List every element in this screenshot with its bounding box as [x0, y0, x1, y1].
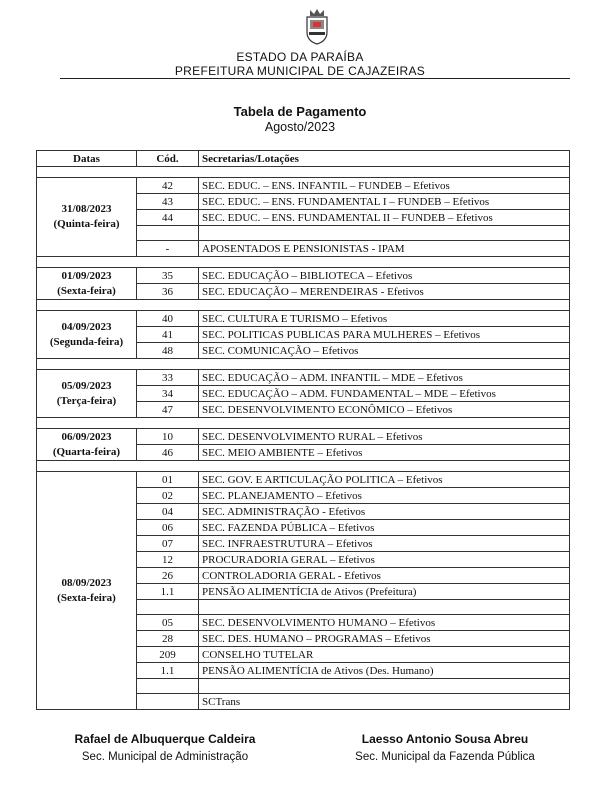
code-cell: 26	[137, 568, 199, 584]
department-cell	[199, 600, 570, 615]
department-cell: SCTrans	[199, 694, 570, 710]
header-divider	[60, 78, 570, 79]
group-separator	[37, 461, 570, 472]
department-cell: SEC. FAZENDA PÚBLICA – Efetivos	[199, 520, 570, 536]
code-cell	[137, 226, 199, 241]
department-cell: SEC. EDUC. – ENS. FUNDAMENTAL I – FUNDEB – Efetivos	[199, 194, 570, 210]
code-cell	[137, 679, 199, 694]
department-cell: SEC. EDUC. – ENS. FUNDAMENTAL II – FUNDEB – Efetivos	[199, 210, 570, 226]
coat-of-arms-icon	[302, 8, 332, 46]
department-cell: SEC. DESENVOLVIMENTO RURAL – Efetivos	[199, 429, 570, 445]
separator-cell	[37, 167, 570, 178]
group-separator	[37, 167, 570, 178]
header-dates: Datas	[37, 151, 137, 167]
code-cell: 33	[137, 370, 199, 386]
department-cell: CONTROLADORIA GERAL - Efetivos	[199, 568, 570, 584]
department-cell: SEC. DESENVOLVIMENTO HUMANO – Efetivos	[199, 615, 570, 631]
code-cell: 41	[137, 327, 199, 343]
department-cell: CONSELHO TUTELAR	[199, 647, 570, 663]
code-cell: -	[137, 241, 199, 257]
department-cell	[199, 679, 570, 694]
department-cell: SEC. EDUCAÇÃO – ADM. FUNDAMENTAL – MDE – Efetivos	[199, 386, 570, 402]
code-cell: 44	[137, 210, 199, 226]
signatory-role: Sec. Municipal de Administração	[81, 751, 249, 763]
department-cell: PENSÃO ALIMENTÍCIA de Ativos (Des. Humano)	[199, 663, 570, 679]
payment-weekday: (Segunda-feira)	[49, 335, 124, 348]
date-cell	[37, 472, 137, 710]
code-cell: 42	[137, 178, 199, 194]
state-name: ESTADO DA PARAÍBA	[236, 50, 364, 64]
table-row	[37, 472, 570, 488]
department-cell: SEC. EDUC. – ENS. INFANTIL – FUNDEB – Efetivos	[199, 178, 570, 194]
payment-weekday: (Quarta-feira)	[52, 445, 121, 458]
signature-block-finance	[320, 732, 570, 763]
code-cell: 05	[137, 615, 199, 631]
department-cell: SEC. MEIO AMBIENTE – Efetivos	[199, 445, 570, 461]
header-code: Cód.	[137, 151, 199, 167]
payment-date: 01/09/2023	[61, 269, 112, 282]
table-header-row	[37, 151, 570, 167]
signature-block-administration	[40, 732, 290, 763]
signatory-name: Rafael de Albuquerque Caldeira	[74, 732, 256, 746]
date-cell	[37, 370, 137, 418]
department-cell: SEC. DES. HUMANO – PROGRAMAS – Efetivos	[199, 631, 570, 647]
department-cell: SEC. GOV. E ARTICULAÇÃO POLITICA – Efetivos	[199, 472, 570, 488]
date-cell	[37, 178, 137, 257]
document-subtitle: Agosto/2023	[264, 120, 336, 134]
table-row	[37, 178, 570, 194]
table-row	[37, 429, 570, 445]
department-cell: APOSENTADOS E PENSIONISTAS - IPAM	[199, 241, 570, 257]
code-cell: 28	[137, 631, 199, 647]
code-cell: 01	[137, 472, 199, 488]
code-cell: 46	[137, 445, 199, 461]
prefecture-name: PREFEITURA MUNICIPAL DE CAJAZEIRAS	[174, 64, 426, 78]
code-cell: 02	[137, 488, 199, 504]
payment-weekday: (Sexta-feira)	[57, 284, 116, 297]
header-departments: Secretarias/Lotações	[199, 151, 570, 167]
separator-cell	[37, 418, 570, 429]
payment-date: 06/09/2023	[61, 430, 112, 443]
department-cell: SEC. EDUCAÇÃO – ADM. INFANTIL – MDE – Efetivos	[199, 370, 570, 386]
department-cell: SEC. EDUCAÇÃO – MERENDEIRAS - Efetivos	[199, 284, 570, 300]
payment-date: 31/08/2023	[61, 203, 112, 215]
separator-cell	[37, 257, 570, 268]
payment-weekday: (Sexta-feira)	[57, 591, 116, 604]
code-cell: 06	[137, 520, 199, 536]
payment-date: 08/09/2023	[61, 576, 112, 589]
code-cell: 04	[137, 504, 199, 520]
separator-cell	[37, 461, 570, 472]
payment-weekday: (Terça-feira)	[56, 394, 117, 407]
code-cell: 47	[137, 402, 199, 418]
department-cell: SEC. INFRAESTRUTURA – Efetivos	[199, 536, 570, 552]
code-cell: 36	[137, 284, 199, 300]
group-separator	[37, 300, 570, 311]
payment-table	[36, 150, 570, 710]
date-cell	[37, 311, 137, 359]
department-cell: SEC. EDUCAÇÃO – BIBLIOTECA – Efetivos	[199, 268, 570, 284]
document-title: Tabela de Pagamento	[233, 104, 367, 119]
payment-weekday: (Quinta-feira)	[53, 218, 120, 230]
separator-cell	[37, 300, 570, 311]
table-row	[37, 268, 570, 284]
code-cell: 40	[137, 311, 199, 327]
code-cell: 34	[137, 386, 199, 402]
code-cell: 209	[137, 647, 199, 663]
code-cell	[137, 694, 199, 710]
table-row	[37, 311, 570, 327]
code-cell: 35	[137, 268, 199, 284]
signatory-role: Sec. Municipal da Fazenda Pública	[355, 751, 535, 763]
group-separator	[37, 257, 570, 268]
payment-date: 05/09/2023	[61, 379, 112, 392]
group-separator	[37, 418, 570, 429]
separator-cell	[37, 359, 570, 370]
code-cell: 48	[137, 343, 199, 359]
code-cell: 10	[137, 429, 199, 445]
department-cell: SEC. DESENVOLVIMENTO ECONÔMICO – Efetivos	[199, 402, 570, 418]
code-cell: 1.1	[137, 663, 199, 679]
signatory-name: Laesso Antonio Sousa Abreu	[361, 732, 529, 746]
department-cell	[199, 226, 570, 241]
date-cell	[37, 268, 137, 300]
code-cell: 1.1	[137, 584, 199, 600]
department-cell: SEC. COMUNICAÇÃO – Efetivos	[199, 343, 570, 359]
department-cell: SEC. POLITICAS PUBLICAS PARA MULHERES – Efetivos	[199, 327, 570, 343]
department-cell: SEC. PLANEJAMENTO – Efetivos	[199, 488, 570, 504]
code-cell	[137, 600, 199, 615]
code-cell: 07	[137, 536, 199, 552]
department-cell: PROCURADORIA GERAL – Efetivos	[199, 552, 570, 568]
department-cell: SEC. CULTURA E TURISMO – Efetivos	[199, 311, 570, 327]
code-cell: 12	[137, 552, 199, 568]
department-cell: PENSÃO ALIMENTÍCIA de Ativos (Prefeitura)	[199, 584, 570, 600]
department-cell: SEC. ADMINISTRAÇÃO - Efetivos	[199, 504, 570, 520]
payment-date: 04/09/2023	[61, 320, 112, 333]
table-body	[37, 167, 570, 710]
group-separator	[37, 359, 570, 370]
date-cell	[37, 429, 137, 461]
table-row	[37, 370, 570, 386]
code-cell: 43	[137, 194, 199, 210]
